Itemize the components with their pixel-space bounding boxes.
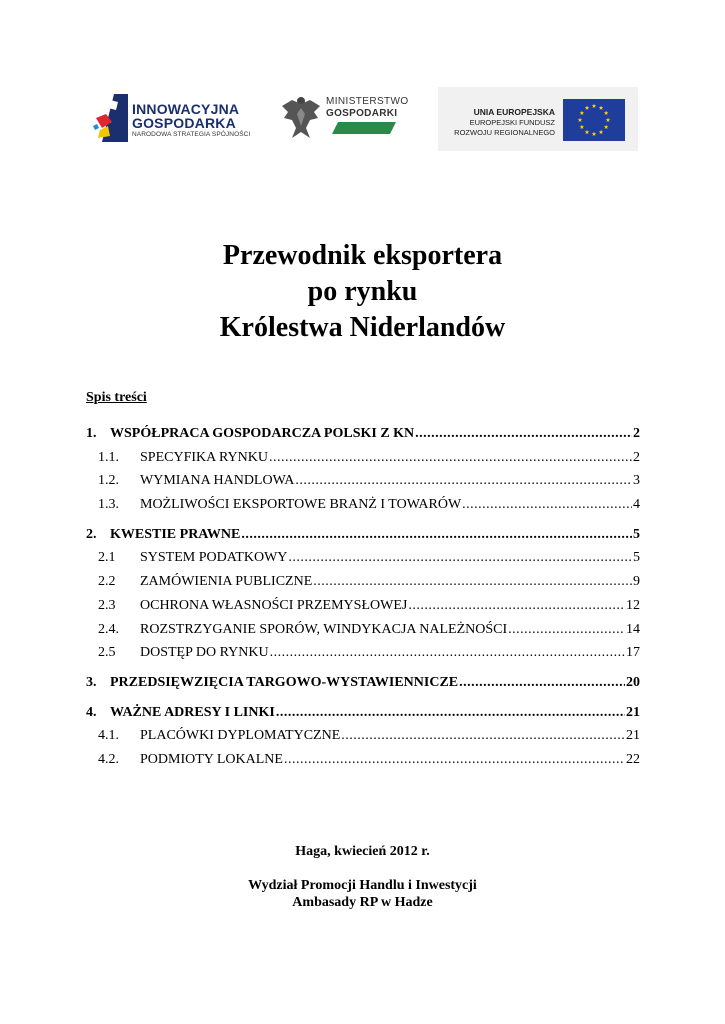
toc-entry-2-3[interactable] [86, 594, 640, 618]
toc-entry-number: 3. [86, 674, 97, 690]
toc-entry-page: 12 [626, 597, 640, 613]
issuer-line2: Ambasady RP w Hadze [292, 895, 433, 910]
eu-fund-logo [438, 87, 638, 151]
toc-entry-2[interactable] [86, 523, 640, 547]
document-title [0, 238, 725, 346]
title-line2: po rynku [307, 276, 418, 307]
toc-entry-number: 2.4. [98, 621, 119, 637]
document-date: Haga, kwiecień 2012 r. [295, 844, 430, 859]
ig-logo-line1: INNOWACYJNA [132, 101, 240, 117]
toc-entry-page: 2 [633, 426, 640, 441]
toc-entry-leader [508, 618, 625, 641]
toc-entry-number: 1.1. [98, 449, 119, 465]
toc-entry-leader [295, 469, 632, 492]
toc-entry-page: 4 [633, 497, 640, 513]
toc-entry-page: 22 [626, 751, 640, 767]
toc-entry-page: 5 [633, 526, 640, 542]
mg-logo-line2: GOSPODARKI [326, 108, 398, 119]
toc-entry-2-1[interactable] [86, 546, 640, 570]
toc-entry-3[interactable] [86, 671, 640, 695]
ig-logo-line3: NARODOWA STRATEGIA SPÓJNOŚCI [132, 131, 251, 138]
polish-eagle-icon [280, 92, 322, 142]
toc-entry-label: PRZEDSIĘWZIĘCIA TARGOWO-WYSTAWIENNICZE [110, 674, 459, 690]
ministerstwo-gospodarki-logo [280, 92, 409, 148]
title-line3: Królestwa Niderlandów [219, 312, 506, 343]
table-of-contents [86, 422, 640, 772]
toc-entry-leader [462, 493, 632, 516]
toc-entry-number: 4. [86, 704, 97, 720]
toc-entry-label: DOSTĘP DO RYNKU [140, 645, 269, 661]
toc-entry-1-2[interactable] [86, 469, 640, 493]
toc-entry-page: 14 [626, 621, 640, 637]
toc-entry-leader [313, 570, 632, 593]
toc-entry-page: 20 [626, 674, 640, 690]
toc-entry-label: ZAMÓWIENIA PUBLICZNE [140, 574, 313, 590]
issuer-line1: Wydział Promocji Handlu i Inwestycji [248, 878, 477, 893]
title-line1: Przewodnik eksportera [222, 240, 503, 271]
toc-entry-leader [269, 446, 632, 469]
toc-entry-leader [415, 422, 632, 445]
toc-entry-label: ROZSTRZYGANIE SPORÓW, WINDYKACJA NALEŻNOŚCI [140, 621, 508, 637]
toc-entry-number: 4.2. [98, 751, 119, 767]
toc-entry-label: SYSTEM PODATKOWY [140, 550, 288, 566]
toc-entry-number: 2.5 [98, 645, 116, 661]
toc-entry-leader [459, 671, 625, 694]
toc-entry-2-4[interactable] [86, 618, 640, 642]
toc-entry-1-3[interactable] [86, 493, 640, 517]
toc-entry-label: KWESTIE PRAWNE [110, 526, 241, 542]
toc-entry-2-2[interactable] [86, 570, 640, 594]
toc-entry-leader [341, 724, 625, 747]
toc-entry-number: 2. [86, 526, 97, 542]
toc-entry-page: 3 [633, 473, 640, 489]
ig-logo-line2: GOSPODARKA [132, 115, 236, 131]
innowacyjna-gospodarka-emblem-icon [92, 92, 132, 148]
toc-entry-number: 4.1. [98, 728, 119, 744]
toc-entry-leader [270, 641, 625, 664]
toc-entry-label: PODMIOTY LOKALNE [140, 751, 283, 767]
eu-logo-line3: ROZWOJU REGIONALNEGO [454, 128, 555, 137]
mg-logo-line1: MINISTERSTWO [326, 96, 409, 107]
toc-entry-1-1[interactable] [86, 446, 640, 470]
toc-entry-number: 1. [86, 426, 97, 441]
toc-entry-label: WAŻNE ADRESY I LINKI [110, 704, 275, 720]
toc-entry-leader [284, 748, 625, 771]
ministry-green-bar-icon [332, 122, 396, 134]
toc-entry-4-1[interactable] [86, 724, 640, 748]
toc-entry-number: 1.2. [98, 473, 119, 489]
toc-entry-label: SPECYFIKA RYNKU [140, 449, 268, 465]
eu-logo-line1: UNIA EUROPEJSKA [473, 107, 555, 117]
eu-flag-icon [563, 99, 625, 141]
toc-entry-leader [408, 594, 625, 617]
toc-entry-1[interactable] [86, 422, 640, 446]
toc-entry-page: 17 [626, 645, 640, 661]
toc-entry-number: 2.3 [98, 597, 116, 613]
toc-entry-leader [288, 546, 632, 569]
toc-entry-number: 2.2 [98, 574, 116, 590]
toc-entry-page: 21 [626, 704, 640, 720]
toc-entry-page: 21 [626, 728, 640, 744]
toc-entry-label: OCHRONA WŁASNOŚCI PRZEMYSŁOWEJ [140, 597, 408, 613]
toc-entry-leader [241, 523, 632, 546]
toc-entry-page: 2 [633, 449, 640, 465]
innowacyjna-gospodarka-logo [92, 92, 262, 148]
toc-entry-4[interactable] [86, 701, 640, 725]
toc-entry-page: 9 [633, 574, 640, 590]
toc-entry-label: MOŻLIWOŚCI EKSPORTOWE BRANŻ I TOWARÓW [140, 497, 462, 513]
toc-entry-page: 5 [633, 550, 640, 566]
toc-entry-label: WSPÓŁPRACA GOSPODARCZA POLSKI Z KN [110, 426, 415, 441]
toc-entry-label: PLACÓWKI DYPLOMATYCZNE [140, 728, 341, 744]
toc-entry-4-2[interactable] [86, 748, 640, 772]
toc-entry-number: 2.1 [98, 550, 116, 566]
toc-heading: Spis treści [86, 390, 147, 405]
toc-entry-2-5[interactable] [86, 641, 640, 665]
toc-entry-leader [276, 701, 625, 724]
toc-entry-label: WYMIANA HANDLOWA [140, 473, 295, 489]
toc-entry-number: 1.3. [98, 497, 119, 513]
eu-logo-line2: EUROPEJSKI FUNDUSZ [469, 118, 555, 127]
